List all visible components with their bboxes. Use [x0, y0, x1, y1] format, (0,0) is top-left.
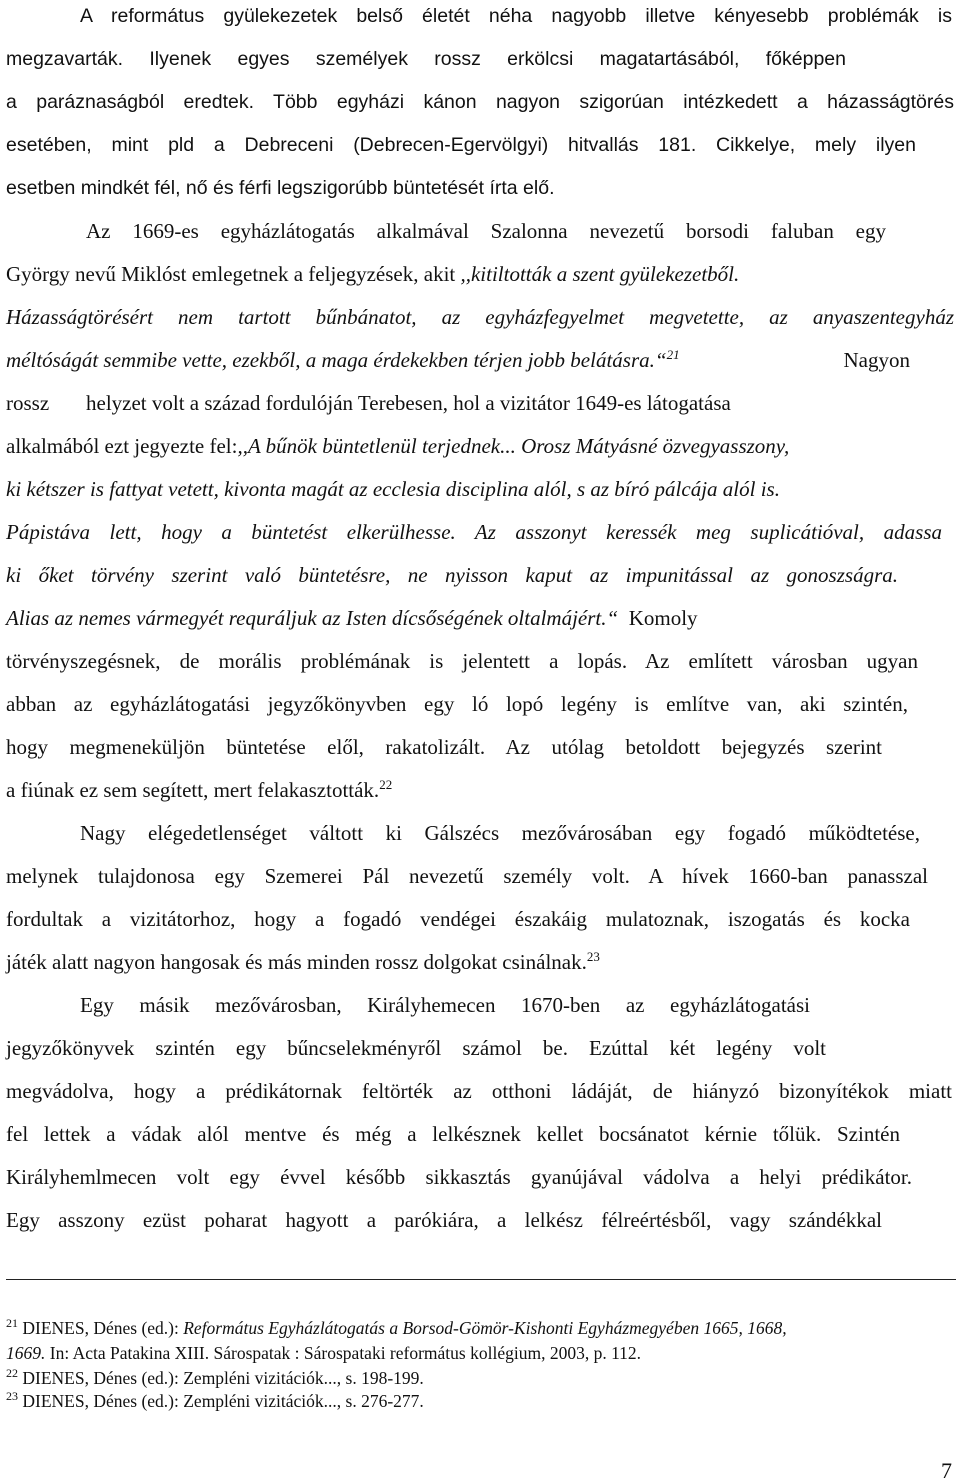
paragraph-line: György nevű Miklóst emlegetnek a feljegyzések, akit ,,kitiltották a szent gyülekezetből. — [6, 262, 740, 286]
paragraph-line: a paráznaságból eredtek. Több egyházi kánon nagyon szigorúan intézkedett a házasságtörés — [6, 91, 954, 113]
paragraph-line: törvényszegésnek, de morális problémának is jelentett a lopás. Az említett városban ugyan — [6, 649, 918, 673]
footnote-21-cont: 1669. In: Acta Patakina XIII. Sárospatak : Sárospataki református kollégium, 2003, p. 112. — [6, 1343, 642, 1363]
paragraph-line: ki őket törvény szerint való büntetésre, ne nyisson kaput az impunitással az gonoszságra. — [6, 563, 898, 587]
paragraph-line: méltóságát semmibe vette, ezekből, a maga érdekekben térjen jobb belátásra.“$^{21}$ Nagyon — [6, 347, 910, 372]
paragraph-line: melynek tulajdonosa egy Szemerei Pál nevezetű személy volt. A hívek 1660-ban panasszal — [6, 864, 928, 888]
paragraph-line: Egy asszony ezüst poharat hagyott a parókiára, a lelkész félreértésből, vagy szándékkal — [6, 1208, 882, 1232]
paragraph-line: Alias az nemes vármegyét requráljuk az Isten dícsőségének oltalmájért.“ Komoly — [6, 606, 698, 630]
footnote-23: $^{23}$ DIENES, Dénes (ed.): Zempléni vizitációk..., s. 276-277. — [6, 1389, 424, 1411]
footnote-ref: 23 — [586, 949, 600, 964]
paragraph-line: ki kétszer is fattyat vetett, kivonta magát az ecclesia disciplina alól, s az bíró pálcája alól is. — [6, 477, 780, 501]
paragraph-line: fordultak a vizitátorhoz, hogy a fogadó vendégei északáig mulatoznak, iszogatás és kocka — [6, 907, 910, 931]
footnote-divider — [6, 1279, 956, 1280]
paragraph-line: alkalmából ezt jegyezte fel:,,A bűnök büntetlenül terjednek... Orosz Mátyásné özvegyasszony, — [6, 434, 790, 458]
page-number: 7 — [941, 1458, 952, 1483]
paragraph-line: a fiúnak ez sem segített, mert felakasztották.$^{22}$ — [6, 777, 393, 802]
paragraph-line: Pápistáva lett, hogy a büntetést elkerülhesse. Az asszonyt keressék meg suplicátióval, adassa — [6, 520, 942, 544]
paragraph-line: fel lettek a vádak alól mentve és még a lelkésznek kellet bocsánatot kérnie tőlük. Szintén — [6, 1122, 900, 1146]
paragraph-line: esetben mindkét fél, nő és férfi legszigorúbb büntetését írta elő. — [6, 177, 555, 199]
paragraph-line: játék alatt nagyon hangosak és más minden rossz dolgokat csinálnak.$^{23}$ — [6, 949, 600, 974]
footnote-21: $^{21}$ DIENES, Dénes (ed.): Református Egyházlátogatás a Borsod-Gömör-Kishonti Egyházmegyében 1665, 1668, — [6, 1316, 787, 1338]
paragraph-line: Az 1669-es egyházlátogatás alkalmával Szalonna nevezetű borsodi faluban egy — [86, 219, 886, 243]
footnote-ref: 21 — [666, 347, 680, 362]
paragraph-line: Nagy elégedetlenséget váltott ki Gálszécs mezővárosában egy fogadó működtetése, — [80, 821, 920, 845]
paragraph-line: rossz helyzet volt a század fordulóján Terebesen, hol a vizitátor 1649-es látogatása — [6, 391, 731, 415]
paragraph-line: megvádolva, hogy a prédikátornak feltörték az otthoni ládáját, de hiányzó bizonyítékok miatt — [6, 1079, 952, 1103]
footnote-ref: 22 — [379, 777, 393, 792]
paragraph-line: Egy másik mezővárosban, Királyhemecen 1670-ben az egyházlátogatási — [80, 993, 810, 1017]
paragraph-line: Királyhemlmecen volt egy évvel később sikkasztás gyanújával vádolva a helyi prédikátor. — [6, 1165, 912, 1189]
paragraph-line: A református gyülekezetek belső életét néha nagyobb illetve kényesebb problémák is — [80, 5, 952, 27]
paragraph-line: hogy megmeneküljön büntetése elől, rakatolizált. Az utólag betoldott bejegyzés szerint — [6, 735, 882, 759]
paragraph-line: megzavarták. Ilyenek egyes személyek rossz erkölcsi magatartásából, főképpen — [6, 48, 846, 70]
paragraph-line: abban az egyházlátogatási jegyzőkönyvben egy ló lopó legény is említve van, aki szintén, — [6, 692, 908, 716]
paragraph-line: esetében, mint pld a Debreceni (Debrecen-Egervölgyi) hitvallás 181. Cikkelye, mely ilyen — [6, 134, 916, 156]
paragraph-line: jegyzőkönyvek szintén egy bűncselekményről számol be. Ezúttal két legény volt — [6, 1036, 826, 1060]
footnote-22: $^{22}$ DIENES, Dénes (ed.): Zempléni vizitációk..., s. 198-199. — [6, 1366, 424, 1388]
paragraph-line: Házasságtörésért nem tartott bűnbánatot, az egyházfegyelmet megvetette, az anyaszentegyház — [6, 305, 954, 329]
